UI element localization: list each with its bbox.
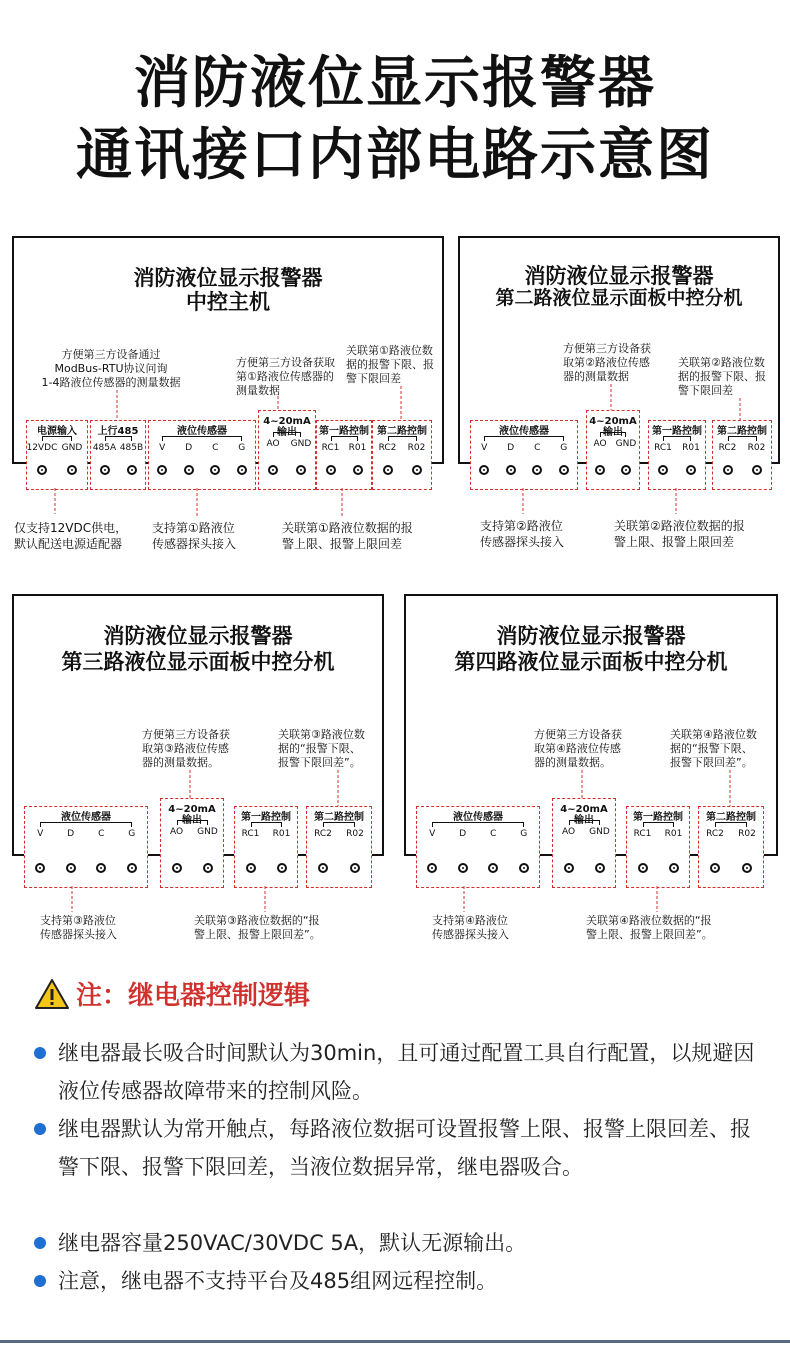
note-relay2: 关联第④路液位数 据的“报警下限、 报警下限回差”。 [670,728,757,769]
terminal-label: V [481,443,488,453]
terminal-label: R02 [407,443,426,453]
terminal-label: 485A [92,443,117,453]
terminal-label: R01 [272,829,291,839]
terminal-group-label: 第一路控制 [633,812,683,823]
note-item: 注意，继电器不支持平台及485组网远程控制。 [58,1269,498,1293]
bottom-divider [0,1340,790,1343]
terminal-label: AO [561,827,576,837]
terminal-label: R02 [346,829,364,839]
bullet-dot [34,1237,46,1249]
terminal-label: RC2 [314,829,332,839]
terminal-group-label: 第二路控制 [717,426,767,437]
terminal-label: RC1 [321,443,340,453]
terminal-label: R02 [747,443,766,453]
terminal-group-label: 液位传感器 [61,812,111,823]
terminal-group-label: 4~20mA 输出 [589,416,637,438]
terminal-group-label: 第二路控制 [706,812,756,823]
terminal-label: GND [290,439,312,449]
terminal-label: D [459,829,467,839]
terminal-label: GND [61,443,83,453]
warning-icon [34,978,70,1010]
terminal-label: V [429,829,436,839]
terminal-label: D [67,829,75,839]
panel-subtitle: 第二路液位显示面板中控分机 [495,287,743,309]
terminal-label: AO [169,827,184,837]
terminal-group-label: 电源输入 [37,426,77,437]
terminal-label: RC1 [241,829,260,839]
terminal-group-label: 4~20mA 输出 [168,804,216,826]
terminal-label: RC1 [633,829,652,839]
panel-subtitle: 第三路液位显示面板中控分机 [61,650,335,674]
note-relay1: 关联第④路液位数据的“报 警上限、报警上限回差”。 [586,914,713,941]
note-item: 继电器最长吸合时间默认为30min，且可通过配置工具自行配置，以规避因液位传感器故障带来的控制风险。 [58,1041,755,1103]
terminal-label: R01 [682,443,700,453]
panel-title: 消防液位显示报警器 [133,266,323,290]
terminal-group-label: 4~20mA 输出 [560,804,608,826]
terminal-group-label: 4~20mA 输出 [263,416,311,438]
note-ao-output: 方便第三方设备获 取第③路液位传感 器的测量数据。 [142,728,230,769]
panel-subtitle: 第四路液位显示面板中控分机 [454,650,728,674]
terminal-label: RC2 [378,443,397,453]
panel-title: 消防液位显示报警器 [496,624,686,648]
note-ao-output: 方便第三方设备获 取第④路液位传感 器的测量数据。 [534,728,622,769]
terminal-label: 485B [119,443,144,453]
terminal-label: RC2 [706,829,724,839]
bullet-dot [34,1275,46,1287]
terminal-group-label: 液位传感器 [453,812,503,823]
note-ao-output: 方便第三方设备获取 第①路液位传感器的 测量数据 [236,356,335,397]
terminal-label: R02 [738,829,756,839]
note-relay1: 关联第①路液位数据的报 警上限、报警上限回差 [282,521,413,551]
terminal-label: AO [593,439,607,449]
terminal-label: G [560,443,568,453]
terminal-label: 12VDC [26,443,58,453]
terminal-group-label: 第二路控制 [314,812,364,823]
bullet-dot [34,1047,46,1059]
terminal-group-label: 第二路控制 [377,426,427,437]
note-sensor: 支持第②路液位 传感器探头接入 [480,519,565,549]
note-sensor: 支持第③路液位 传感器探头接入 [40,914,117,941]
terminal-label: V [37,829,44,839]
terminal-label: D [507,443,515,453]
terminal-group-label: 液位传感器 [499,426,549,437]
terminal-label: R01 [348,443,367,453]
note-relay1: 关联第③路液位数据的“报 警上限、报警上限回差”。 [194,914,321,941]
main-title-line1: 消防液位显示报警器 [134,51,656,116]
terminal-label: C [490,829,497,839]
note-relay2: 关联第②路液位数 据的报警下限、报 警下限回差 [678,356,766,397]
terminal-label: GND [197,827,218,837]
bullet-dot [34,1123,46,1135]
note-item: 继电器容量250VAC/30VDC 5A，默认无源输出。 [58,1231,527,1255]
terminal-label: RC2 [718,443,737,453]
relay-logic-heading: 注：继电器控制逻辑 [76,981,311,1011]
terminal-label: C [534,443,541,453]
terminal-label: C [98,829,105,839]
note-relay2: 关联第①路液位数 据的报警下限、报 警下限回差 [346,344,434,385]
terminal-label: G [520,829,528,839]
note-item: 继电器默认为常开触点，每路液位数据可设置报警上限、报警上限回差、报警下限、报警下限回差，当液位数据异常，继电器吸合。 [58,1117,751,1179]
note-relay2: 关联第③路液位数 据的“报警下限、 报警下限回差”。 [278,728,365,769]
panel-subtitle: 中控主机 [186,290,270,314]
note-sensor: 支持第④路液位 传感器探头接入 [432,914,509,941]
panel-title: 消防液位显示报警器 [103,624,293,648]
terminal-label: GND [615,439,637,449]
terminal-label: AO [266,439,280,449]
terminal-group-label: 第一路控制 [652,426,702,437]
terminal-label: GND [589,827,610,837]
note-relay1: 关联第②路液位数据的报 警上限、报警上限回差 [614,519,745,549]
terminal-label: V [159,443,166,453]
terminal-group-label: 上行485 [97,426,139,437]
note-power: 仅支持12VDC供电， 默认配送电源适配器 [14,521,128,551]
terminal-group-label: 第一路控制 [319,426,369,437]
main-title-line2: 通讯接口内部电路示意图 [76,123,714,188]
terminal-group-label: 液位传感器 [177,426,227,437]
terminal-label: C [212,443,219,453]
panel-title: 消防液位显示报警器 [524,264,714,288]
terminal-label: D [185,443,193,453]
note-ao-output: 方便第三方设备获 取第②路液位传感 器的测量数据 [563,342,651,383]
terminal-label: RC1 [654,443,672,453]
terminal-label: G [238,443,246,453]
note-sensor: 支持第①路液位 传感器探头接入 [152,521,237,551]
note-rs485: 方便第三方设备通过 ModBus-RTU协议问询 1-4路液位传感器的测量数据 [41,348,181,389]
terminal-label: G [128,829,136,839]
terminal-label: R01 [664,829,683,839]
terminal-group-label: 第一路控制 [241,812,291,823]
